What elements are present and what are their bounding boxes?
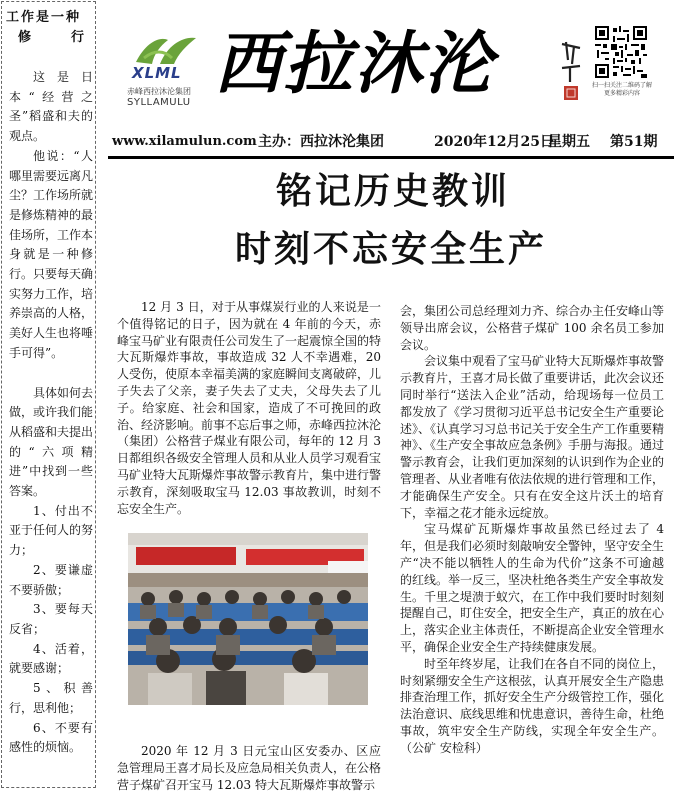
logo-wordmark: XLML xyxy=(132,64,182,82)
logo-english-name: SYLLAMULU xyxy=(127,97,191,108)
qr-code-icon xyxy=(595,26,647,78)
article-paragraph: 2020 年 12 月 3 日元宝山区安委办、区应急管理局王喜才局长及应急局相关负责人，在公格营子煤矿召开宝马 12.03 特大瓦斯爆炸事故警示 xyxy=(117,744,382,792)
sidebar-list-item: 1、付出不亚于任何人的努力； xyxy=(9,503,94,558)
sidebar-paragraph: 这是日本“经营之圣”稻盛和夫的观点。 xyxy=(9,70,93,144)
website-url: www.xilamulun.com xyxy=(112,134,257,149)
article-column-left-bottom xyxy=(117,743,381,793)
logo-company-name: 赤峰西拉沐沦集团 xyxy=(127,87,191,96)
newspaper-title: 西拉沐沦 xyxy=(214,24,495,104)
sidebar-list-item: 6、不要有感性的烦恼。 xyxy=(9,720,93,755)
headline-line2: 时刻不忘安全生产 xyxy=(234,229,547,270)
sidebar-title-line2b: 行 xyxy=(70,30,86,45)
sidebar-title-line1: 工作是一种 xyxy=(6,10,82,25)
sidebar-list-item: 2、要谦虚不要骄傲； xyxy=(9,562,93,597)
sidebar-list-item: 3、要每天反省； xyxy=(9,602,93,636)
article-paragraph: 12 月 3 日，对于从事煤炭行业的人来说是一个值得铭记的日子，因为就在 4 年前的今天，赤峰宝马矿业有限责任公司发生了一起震惊全国的特大瓦斯爆炸事故，事故造成 32 人不幸遇难，20 人受伤，使原本幸福美满的家庭瞬间支离破碎，儿子失去了父亲，妻子失去了丈夫，父母失去了儿子。给家庭、社会和国家，造成了不可挽回的政治、经济影响。前事不忘后事之师，赤峰西拉沐沦（集团）公格营子煤业有限公司，每年的 12 月 3 日都组织各级安全管理人员和从业人员学习观看宝马矿业特大瓦斯爆炸事故警示教育片，集中进行警示教育，深刻吸取宝马 12.03 事故教训，时刻不忘安全生产。 xyxy=(117,300,382,516)
article-paragraph: 会，集团公司总经理刘力齐、综合办主任安峰山等领导出席会议，公格营子煤矿 100 余名员工参加会议。 xyxy=(400,304,665,352)
sidebar-title-line2a: 修 xyxy=(18,30,34,45)
issue-number: 第51期 xyxy=(610,134,658,150)
headline-line1: 铭记历史教训 xyxy=(275,171,510,212)
sidebar-paragraph: 具体如何去做，或许我们能从稻盛和夫提出的“六项精进”中找到一些答案。 xyxy=(9,385,94,499)
sidebar-title xyxy=(6,8,92,48)
sidebar-paragraph: 他说：“人哪里需要远离凡尘？工作场所就是修炼精神的最佳场所，工作本身就是一种修行。只要每天确实努力工作，培养崇高的人格，美好人生也将唾手可得”。 xyxy=(9,148,94,360)
article-paragraph: 宝马煤矿瓦斯爆炸事故虽然已经过去了 4 年，但是我们必须时刻敲响安全警钟，坚守安全生产“决不能以牺牲人的生命为代价”这条不可逾越的红线。举一反三，坚决杜绝各类生产安全事故发生。千里之堤溃于蚁穴，在工作中我们要时时刻刻提醒自己，盯住安全，把安全生产，真正的放在心上，落实企业主体责任，不断提高企业安全管理水平，确保企业安全生产持续健康发展。 xyxy=(400,522,665,654)
issue-weekday: 星期五 xyxy=(548,134,590,150)
organizer: 主办：西拉沐沦集团 xyxy=(258,134,384,150)
sidebar-column xyxy=(1,1,96,788)
article-paragraph: 时至年终岁尾，让我们在各自不同的岗位上，时刻紧绷安全生产这根弦，认真开展安全生产隐患排查治理工作，抓好安全生产分级管控工作，强化法治意识、底线思维和忧患意识，善待生命，杜绝事故，筑牢安全生产防线，实现全年安全生产。（公矿 安检科） xyxy=(400,656,665,755)
masthead-rule xyxy=(108,156,674,159)
meeting-photo xyxy=(128,533,368,705)
issue-date: 2020年12月25日 xyxy=(434,134,554,150)
qr-caption: 扫一扫关注二维码了解更多精彩内容 xyxy=(591,82,652,97)
article-column-left xyxy=(117,299,381,517)
article-paragraph: 会议集中观看了宝马矿业特大瓦斯爆炸事故警示教育片，王喜才局长做了重要讲话，此次会议还同时举行“送法入企业”活动，给现场每一位员工都发放了《学习贯彻习近平总书记安全生产重要论述》、《认真学习习总书记关于安全生产工作重要精神》、《生产安全事故应急条例》手册与海报。通过警示教育会，让我们更加深刻的认识到作为企业的管理者、从业者唯有依法依规的进行管理和工作，才能确保生产安全。只有在安全这片沃土的培育下，幸福之花才能永远绽放。 xyxy=(400,354,665,520)
sidebar-list-item: 5、积善行，思利他； xyxy=(9,681,93,715)
calligraphy-seal-icon xyxy=(556,38,586,104)
issue-info-bar xyxy=(112,130,672,154)
sidebar-body xyxy=(9,68,93,758)
article-column-right xyxy=(400,303,664,757)
sidebar-list-item: 4、活着，就要感谢； xyxy=(9,641,93,676)
